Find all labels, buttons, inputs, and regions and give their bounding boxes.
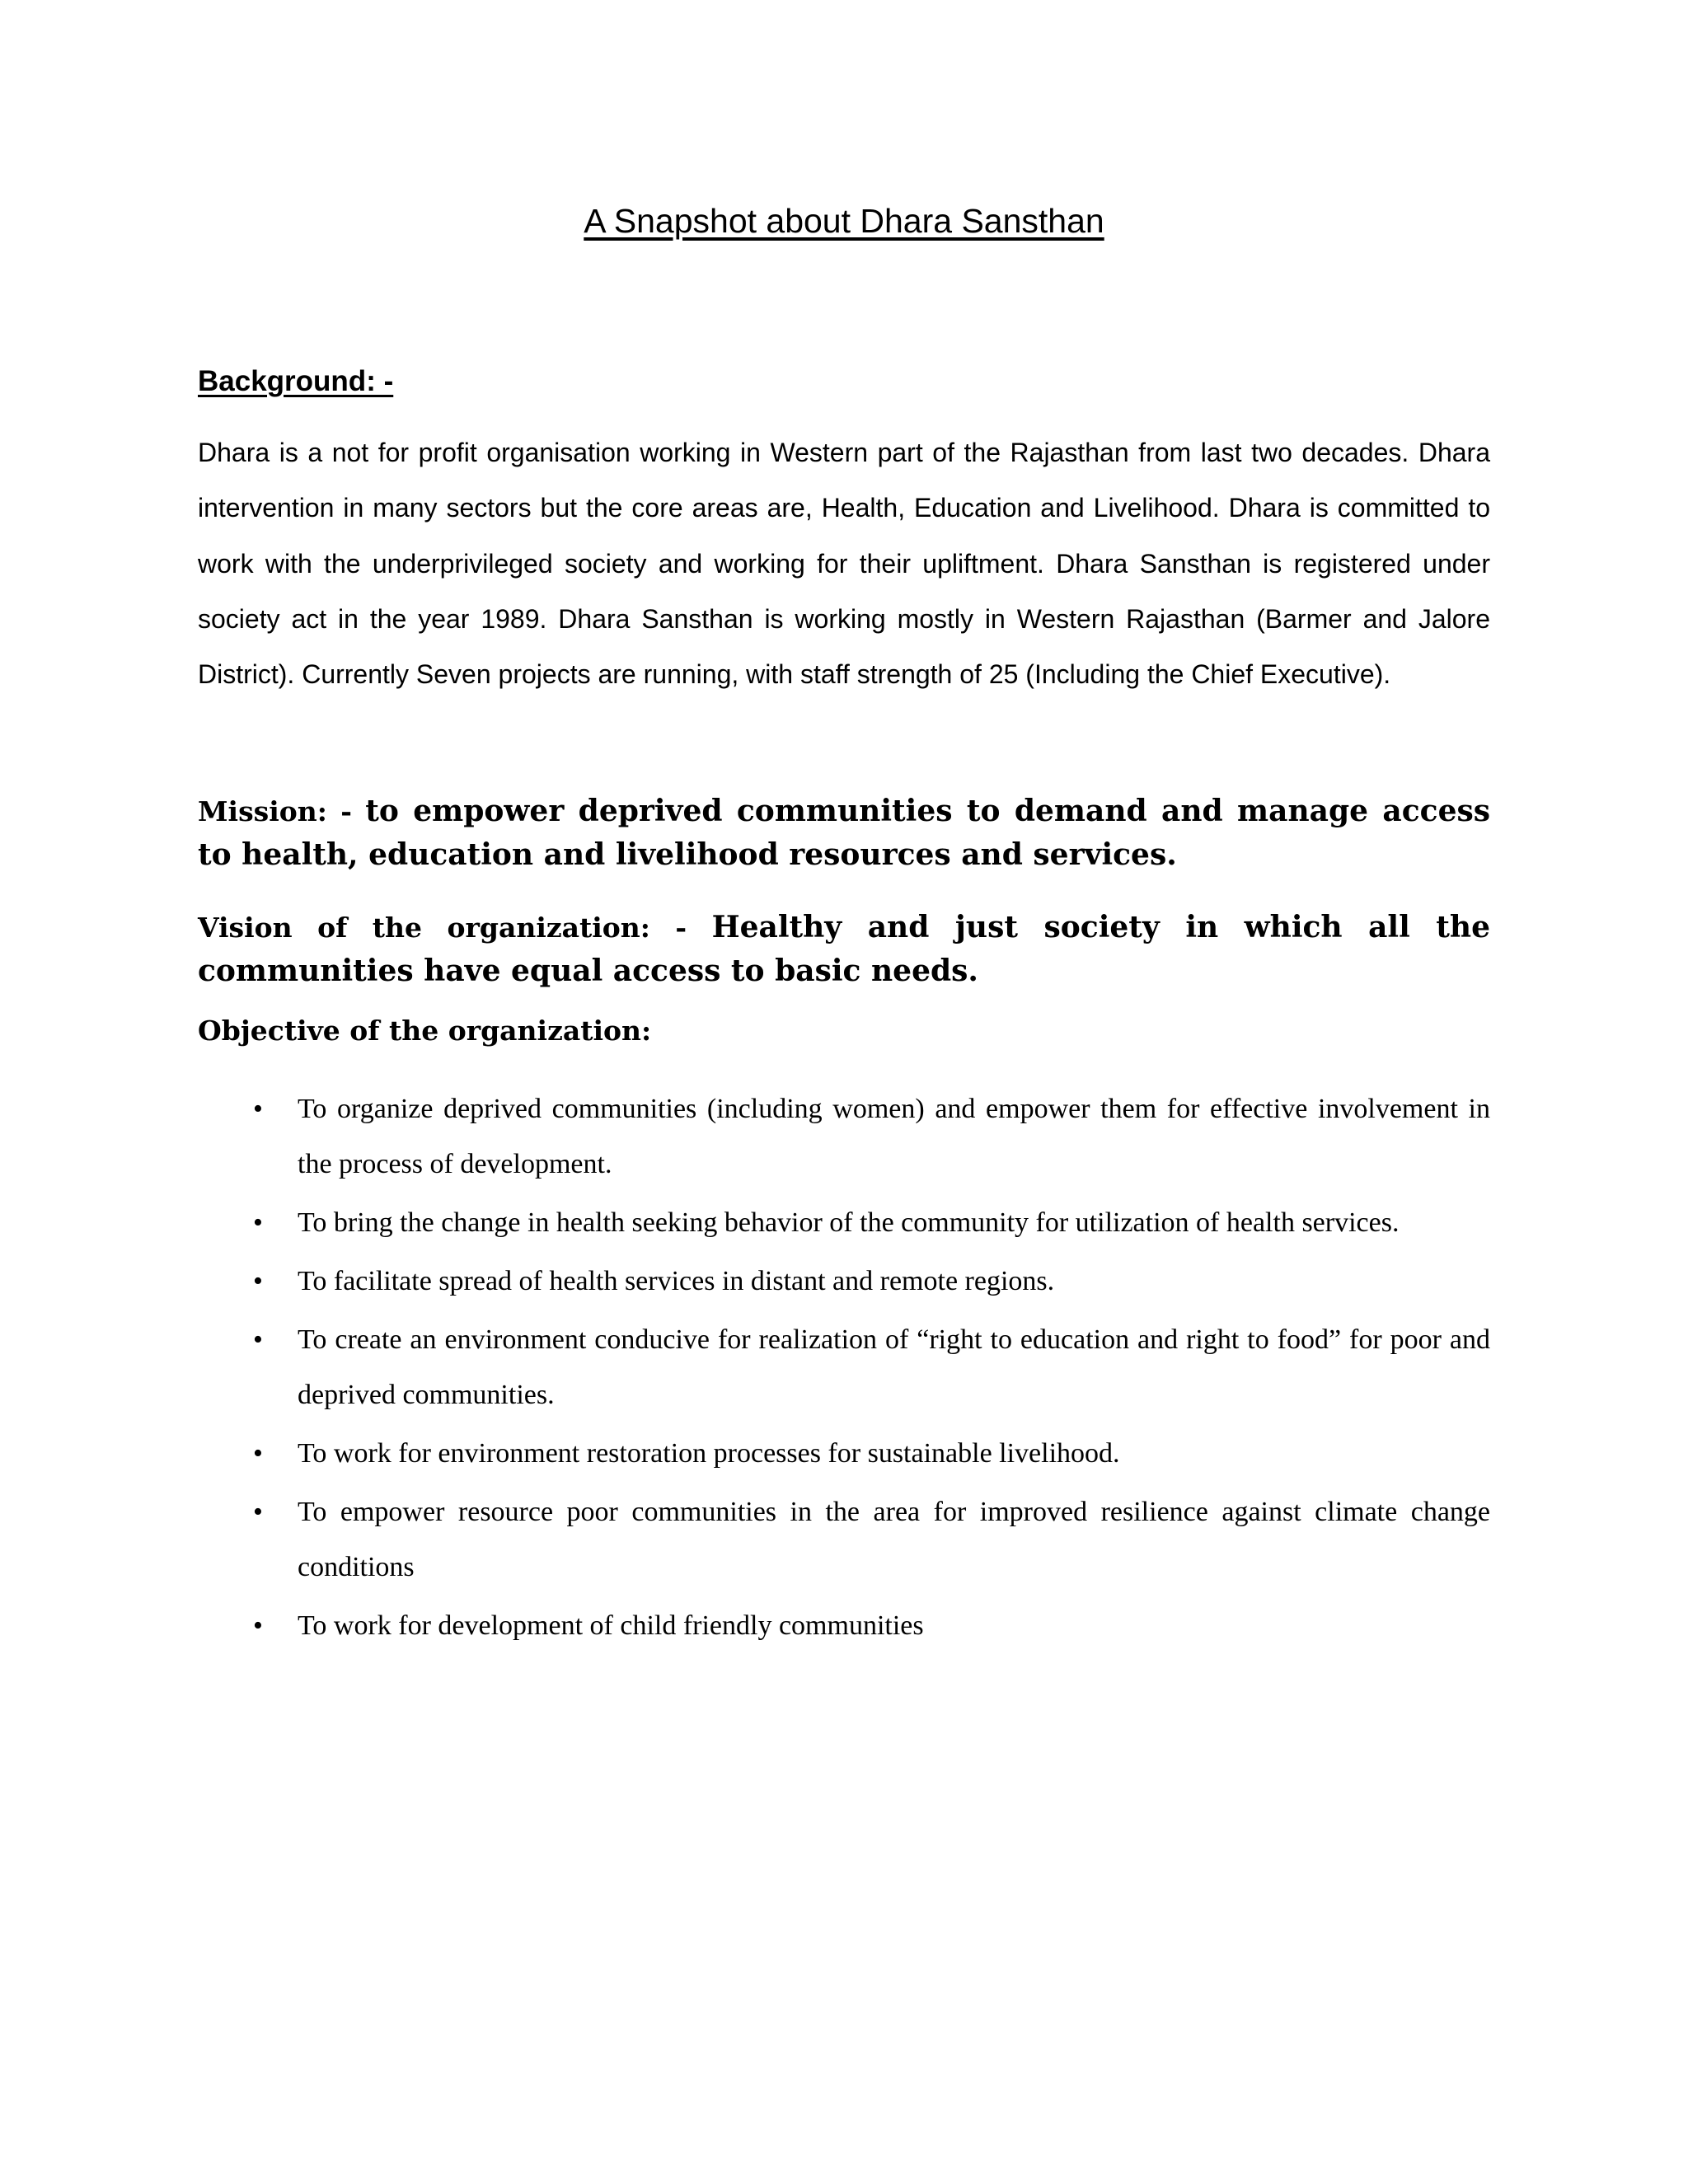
mission-label: Mission: - xyxy=(198,795,366,827)
objective-text: To work for development of child friendly communities xyxy=(298,1610,924,1641)
page-title: A Snapshot about Dhara Sansthan xyxy=(584,202,1104,240)
objective-text: To organize deprived communities (including women) and empower them for effective involvement in the process of development. xyxy=(298,1094,1490,1179)
list-item xyxy=(198,1426,1490,1481)
list-item xyxy=(198,1195,1490,1250)
bullet-icon: • xyxy=(253,1207,263,1238)
vision-statement xyxy=(198,908,1490,996)
list-item xyxy=(198,1081,1490,1192)
objective-text: To create an environment conducive for realization of “right to education and right to food” for poor and deprived communities. xyxy=(298,1324,1490,1410)
objective-text: To work for environment restoration processes for sustainable livelihood. xyxy=(298,1438,1120,1469)
objective-heading: Objective of the organization: xyxy=(198,1015,652,1047)
list-item xyxy=(198,1312,1490,1422)
objectives-list xyxy=(198,1081,1490,1657)
list-item xyxy=(198,1598,1490,1653)
background-heading: Background: - xyxy=(198,365,394,397)
objective-text: To facilitate spread of health services in distant and remote regions. xyxy=(298,1266,1055,1296)
list-item xyxy=(198,1484,1490,1595)
bullet-icon: • xyxy=(253,1497,263,1527)
bullet-icon: • xyxy=(253,1324,263,1355)
objective-text: To bring the change in health seeking behavior of the community for utilization of health services. xyxy=(298,1207,1400,1238)
bullet-icon: • xyxy=(253,1266,263,1296)
bullet-icon: • xyxy=(253,1610,263,1641)
mission-text: to empower deprived communities to demand and manage access to health, education and livelihood resources and services. xyxy=(198,794,1491,872)
background-paragraph: Dhara is a not for profit organisation working in Western part of the Rajasthan from last two decades. Dhara intervention in many sectors but the core areas are, Health, Education and Livelihood. Dhara is committed to work with the underprivileged society and working for their upliftment. Dhara Sansthan is registered under society act in the year 1989. Dhara Sansthan is working mostly in Western Rajasthan (Barmer and Jalore District). Currently Seven projects are running, with staff strength of 25 (Including the Chief Executive). xyxy=(198,438,1490,690)
vision-label: Vision of the organization: - xyxy=(198,912,712,944)
bullet-icon: • xyxy=(253,1438,263,1469)
vision-text: Healthy and just society in which all the communities have equal access to basic needs. xyxy=(198,910,1490,988)
objective-text: To empower resource poor communities in the area for improved resilience against climate change conditions xyxy=(298,1497,1490,1582)
bullet-icon: • xyxy=(253,1094,263,1124)
mission-statement xyxy=(198,792,1490,879)
list-item xyxy=(198,1254,1490,1309)
